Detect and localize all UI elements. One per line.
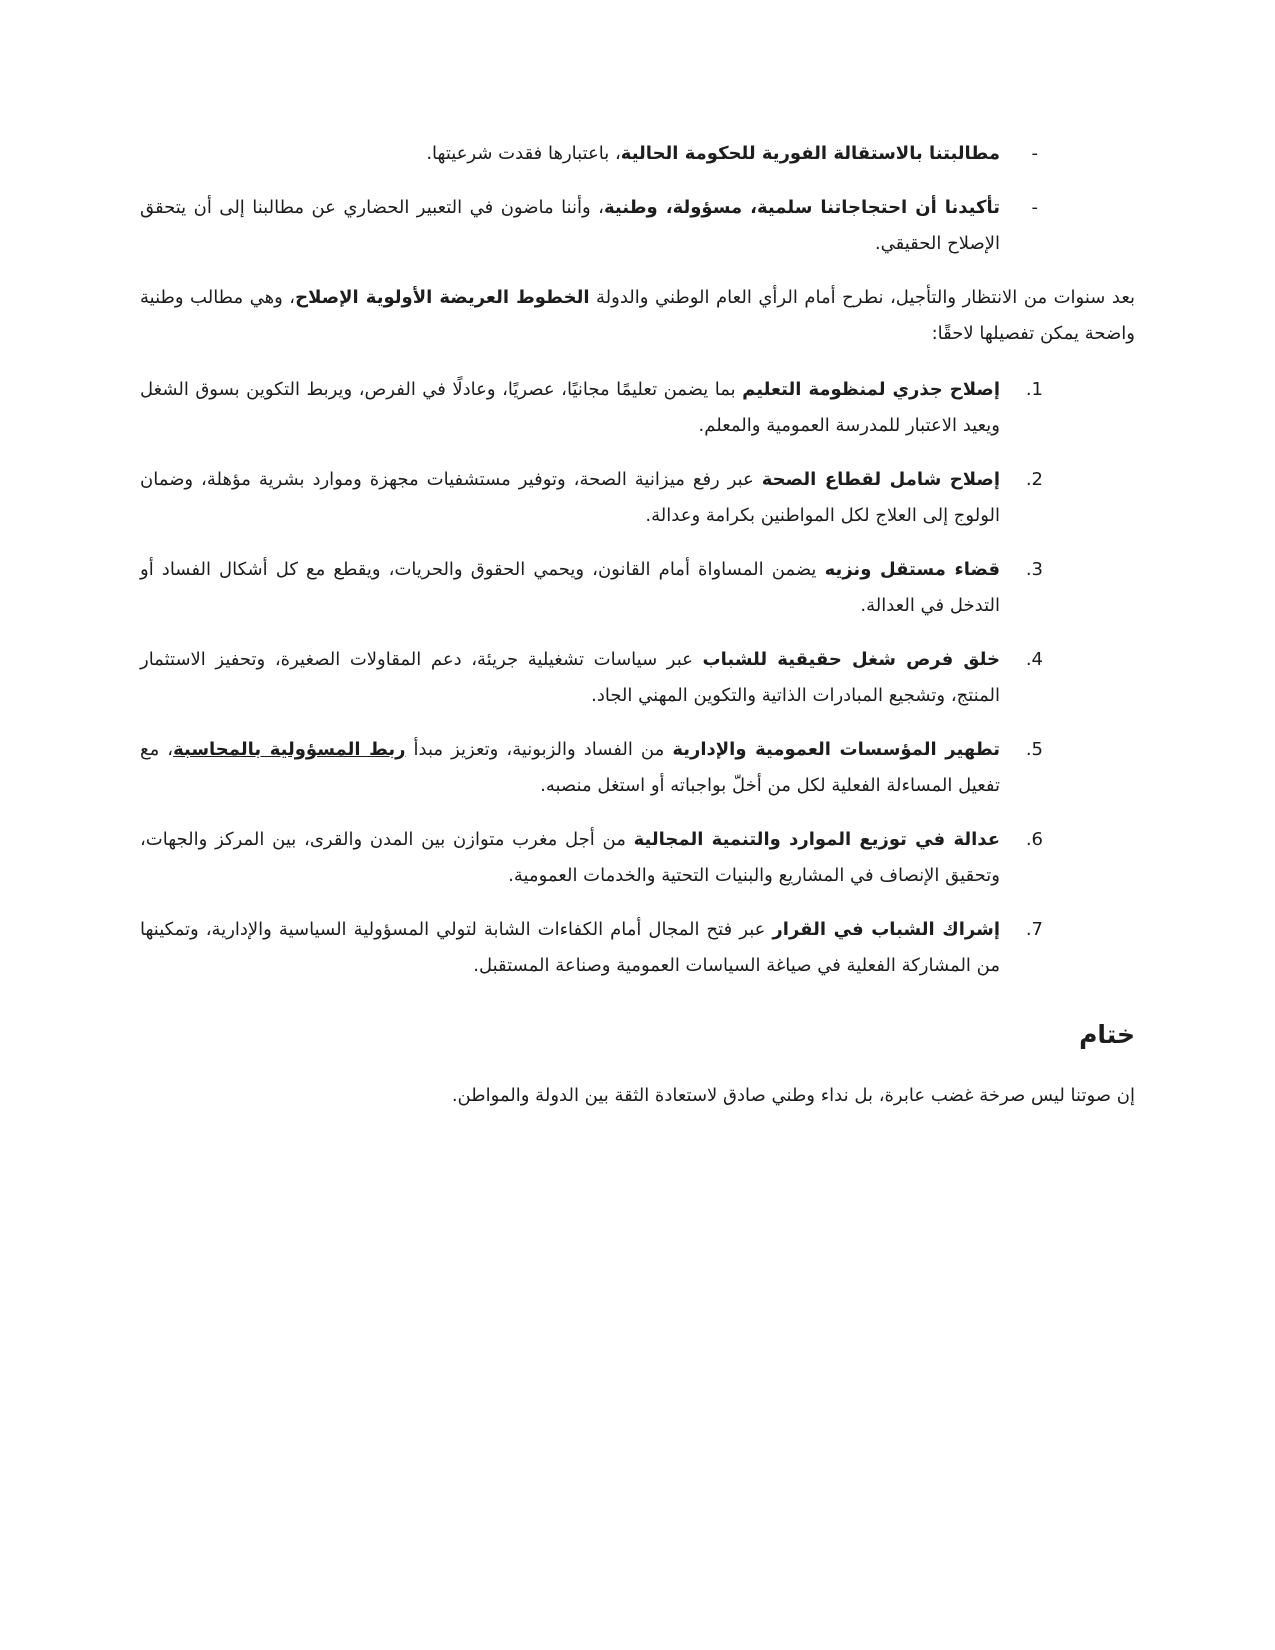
demand-text bbox=[140, 919, 1000, 976]
bold-phrase: تطهير المؤسسات العمومية والإدارية bbox=[672, 739, 1000, 760]
bullet-text bbox=[426, 143, 1000, 164]
demand-number: 1. bbox=[1025, 379, 1043, 400]
demand-item bbox=[140, 372, 1135, 444]
demand-text bbox=[140, 379, 1000, 436]
demand-number: 4. bbox=[1025, 649, 1043, 670]
demands-list bbox=[140, 372, 1135, 984]
demand-number: 6. bbox=[1025, 829, 1043, 850]
bold-phrase: خلق فرص شغل حقيقية للشباب bbox=[702, 649, 1000, 670]
text-segment: من الفساد والزبونية، وتعزيز مبدأ bbox=[405, 739, 673, 760]
text-segment: ، وهي مطالب وطنية واضحة يمكن تفصيلها لاحقًا: bbox=[140, 287, 1135, 344]
demand-text bbox=[140, 739, 1000, 796]
demand-number: 3. bbox=[1025, 559, 1043, 580]
text-segment: عبر فتح المجال أمام الكفاءات الشابة لتولي المسؤولية السياسية والإدارية، وتمكينها من المشاركة الفعلية في صياغة السياسات العمومية وصناعة المستقبل. bbox=[140, 919, 1000, 976]
demand-item bbox=[140, 642, 1135, 714]
demand-number: 7. bbox=[1025, 919, 1043, 940]
bold-phrase: إصلاح شامل لقطاع الصحة bbox=[761, 469, 1000, 490]
bullet-item bbox=[140, 190, 1135, 262]
bold-phrase: إصلاح جذري لمنظومة التعليم bbox=[742, 379, 1000, 400]
bullet-item bbox=[140, 136, 1135, 172]
demand-text bbox=[140, 649, 1000, 706]
dash-bullet-marker: - bbox=[1031, 143, 1038, 164]
bullet-list bbox=[140, 136, 1135, 262]
text-segment: ، وأننا ماضون في التعبير الحضاري عن مطالبنا إلى أن يتحقق الإصلاح الحقيقي. bbox=[140, 197, 1000, 254]
bold-phrase: إشراك الشباب في القرار bbox=[772, 919, 1000, 940]
demand-text bbox=[140, 559, 1000, 616]
bold-phrase: تأكيدنا أن احتجاجاتنا سلمية، مسؤولة، وطنية bbox=[603, 197, 1000, 218]
demand-item bbox=[140, 552, 1135, 624]
text-segment: عبر سياسات تشغيلية جريئة، دعم المقاولات الصغيرة، وتحفيز الاستثمار المنتج، وتشجيع المبادرات الذاتية والتكوين المهني الجاد. bbox=[140, 649, 1000, 706]
underlined-phrase: ربط المسؤولية بالمحاسبة bbox=[173, 739, 406, 760]
demand-number: 5. bbox=[1025, 739, 1043, 760]
bold-phrase: الخطوط العريضة الأولوية الإصلاح bbox=[295, 287, 590, 308]
bold-phrase: مطالبتنا بالاستقالة الفورية للحكومة الحالية bbox=[620, 143, 1000, 164]
bold-phrase: قضاء مستقل ونزيه bbox=[824, 559, 1000, 580]
bullet-text bbox=[140, 197, 1000, 254]
intro-paragraph bbox=[140, 280, 1135, 352]
text-segment: ، باعتبارها فقدت شرعيتها. bbox=[426, 143, 621, 164]
demand-item bbox=[140, 912, 1135, 984]
demand-number: 2. bbox=[1025, 469, 1043, 490]
demand-item bbox=[140, 822, 1135, 894]
demand-item bbox=[140, 462, 1135, 534]
dash-bullet-marker: - bbox=[1031, 197, 1038, 218]
text-segment: يضمن المساواة أمام القانون، ويحمي الحقوق والحريات، ويقطع مع كل أشكال الفساد أو التدخل في العدالة. bbox=[140, 559, 1000, 616]
closing-heading: ختام bbox=[1079, 1020, 1135, 1049]
text-segment: ، مع تفعيل المساءلة الفعلية لكل من أخلّ بواجباته أو استغل منصبه. bbox=[140, 739, 1000, 796]
bold-phrase: عدالة في توزيع الموارد والتنمية المجالية bbox=[633, 829, 1000, 850]
text-segment: بما يضمن تعليمًا مجانيًا، عصريًا، وعادلًا في الفرص، ويربط التكوين بسوق الشغل ويعيد الاعتبار للمدرسة العمومية والمعلم. bbox=[140, 379, 1000, 436]
text-segment: عبر رفع ميزانية الصحة، وتوفير مستشفيات مجهزة وموارد بشرية مؤهلة، وضمان الولوج إلى العلاج لكل المواطنين بكرامة وعدالة. bbox=[140, 469, 1000, 526]
closing-paragraph: إن صوتنا ليس صرخة غضب عابرة، بل نداء وطني صادق لاستعادة الثقة بين الدولة والمواطن. bbox=[451, 1085, 1135, 1106]
demand-item bbox=[140, 732, 1135, 804]
demand-text bbox=[140, 469, 1000, 526]
demand-text bbox=[140, 829, 1000, 886]
text-segment: من أجل مغرب متوازن بين المدن والقرى، بين المركز والجهات، وتحقيق الإنصاف في المشاريع والبنيات التحتية والخدمات العمومية. bbox=[140, 829, 1000, 886]
text-segment: بعد سنوات من الانتظار والتأجيل، نطرح أمام الرأي العام الوطني والدولة bbox=[589, 287, 1136, 308]
